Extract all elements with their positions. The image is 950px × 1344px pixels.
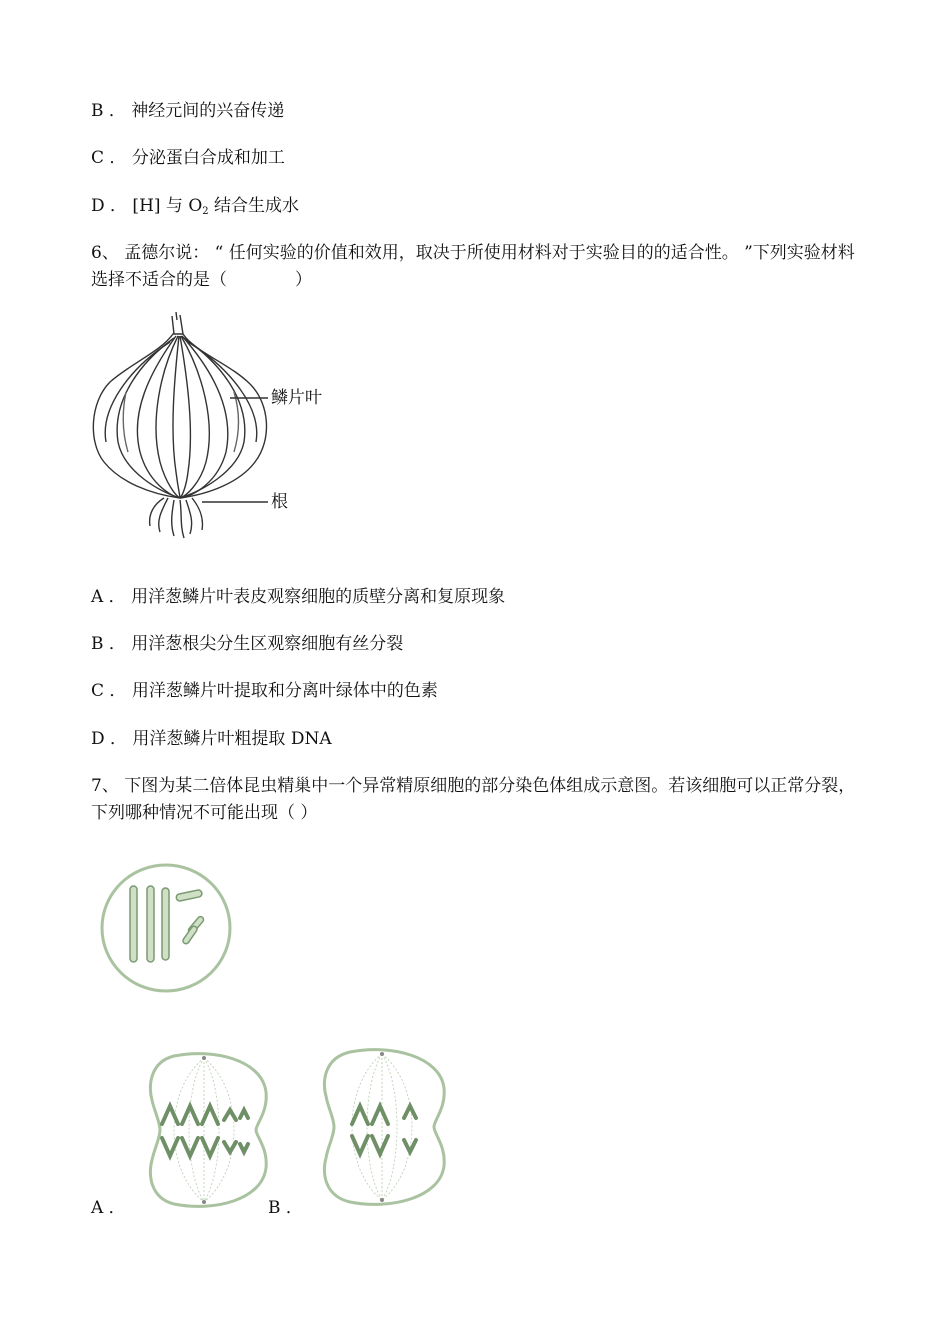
q6-option-a: A ． 用洋葱鳞片叶表皮观察细胞的质壁分离和复原现象 — [91, 587, 506, 607]
option-b-cell-illustration — [316, 1046, 452, 1208]
q6-option-c: C ． 用洋葱鳞片叶提取和分离叶绿体中的色素 — [91, 681, 438, 701]
q5-option-c: C ． 分泌蛋白合成和加工 — [91, 148, 285, 168]
q6-option-b: B ． 用洋葱根尖分生区观察细胞有丝分裂 — [91, 634, 404, 654]
q7-option-a-label: A ． — [91, 1198, 126, 1218]
onion-figure — [90, 312, 350, 542]
q5-option-d-suffix: 结合生成水 — [208, 196, 300, 216]
option-a-cell-illustration — [144, 1050, 272, 1210]
q5-option-d-prefix: D ． [H] 与 O — [91, 196, 203, 216]
q5-option-d — [91, 194, 299, 224]
q6-option-d: D ． 用洋葱鳞片叶粗提取 DNA — [91, 729, 332, 749]
option-b-cell-figure — [316, 1046, 452, 1208]
option-a-cell-figure — [144, 1050, 272, 1210]
q5-option-d-subscript: 2 — [202, 206, 209, 217]
q7-stem: 7、 下图为某二倍体昆虫精巢中一个异常精原细胞的部分染色体组成示意图。若该细胞可以正常分裂，下列哪种情况不可能出现（ ） — [91, 776, 856, 823]
q5-option-b: B ． 神经元间的兴奋传递 — [91, 101, 285, 121]
abnormal-cell-illustration — [100, 862, 235, 994]
q7-option-b-label: B ． — [268, 1198, 303, 1218]
onion-illustration — [90, 312, 350, 542]
q6-stem: 6、 孟德尔说： “ 任何实验的价值和效用，取决于所使用材料对于实验目的的适合性。 ”下列实验材料选择不适合的是（ ） — [91, 243, 855, 290]
abnormal-cell-figure — [100, 862, 235, 994]
label-root: 根 — [271, 492, 288, 512]
label-scale-leaf: 鳞片叶 — [271, 388, 322, 408]
